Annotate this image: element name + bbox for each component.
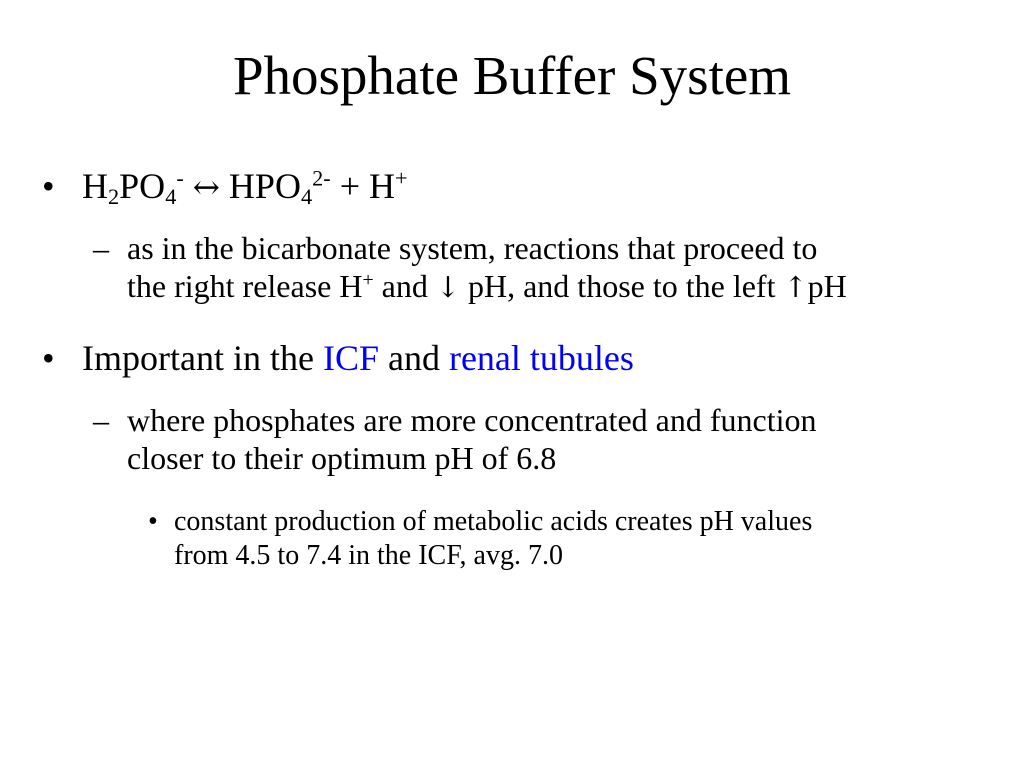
eq-hpo: HPO xyxy=(228,166,301,206)
eq-hpo-sup: 2- xyxy=(312,165,331,191)
eq-hpo-sub: 4 xyxy=(300,184,313,210)
sub3-line1: constant production of metabolic acids creates pH values xyxy=(174,506,813,537)
sub1-line2-b: and xyxy=(373,268,436,304)
sub-bullet-text xyxy=(127,401,1022,477)
eq-h: H xyxy=(82,166,108,206)
sub1-line2-a: the right release H xyxy=(127,268,363,304)
double-arrow-icon: ↔ xyxy=(192,168,220,206)
sub3-line2: from 4.5 to 7.4 in the ICF, avg. 7.0 xyxy=(174,540,563,571)
sub1-line2-d: pH xyxy=(807,268,847,304)
dash-marker: – xyxy=(93,402,109,438)
sub2-line1: where phosphates are more concentrated and function xyxy=(127,402,817,438)
eq-h2: H xyxy=(369,166,396,206)
sub-bullet-text xyxy=(127,229,1022,306)
bullet2-text xyxy=(82,338,634,378)
down-arrow-icon: ↓ xyxy=(435,270,460,304)
dash-marker: – xyxy=(93,230,109,266)
eq-po-sub: 4 xyxy=(165,184,177,210)
bullet-marker: • xyxy=(148,506,158,537)
bullet2-and: and xyxy=(378,338,449,378)
icf-term: ICF xyxy=(322,338,379,378)
bullet2-prefix: Important in the xyxy=(82,338,323,378)
sub1-line2-c: pH, and those to the left xyxy=(459,268,784,304)
renal-tubules-term: renal tubules xyxy=(448,338,634,378)
eq-h-sub: 2 xyxy=(108,184,120,210)
sub-sub-bullet-text xyxy=(174,505,1004,573)
eq-po: PO xyxy=(119,166,166,206)
equation-text xyxy=(82,165,408,210)
sub1-line1: as in the bicarbonate system, reactions that proceed to xyxy=(127,230,818,266)
bullet-marker: • xyxy=(42,338,55,378)
eq-h2-sup: + xyxy=(395,165,408,191)
sub1-line2-sup: + xyxy=(362,269,374,292)
bullet-marker: • xyxy=(42,166,55,206)
sub1-line2 xyxy=(127,267,1022,306)
sub2-line2: closer to their optimum pH of 6.8 xyxy=(127,440,557,476)
slide-title: Phosphate Buffer System xyxy=(232,45,792,106)
up-arrow-icon: ↑ xyxy=(783,270,808,304)
eq-po-sup: - xyxy=(176,165,184,191)
eq-plus: + xyxy=(339,166,361,206)
